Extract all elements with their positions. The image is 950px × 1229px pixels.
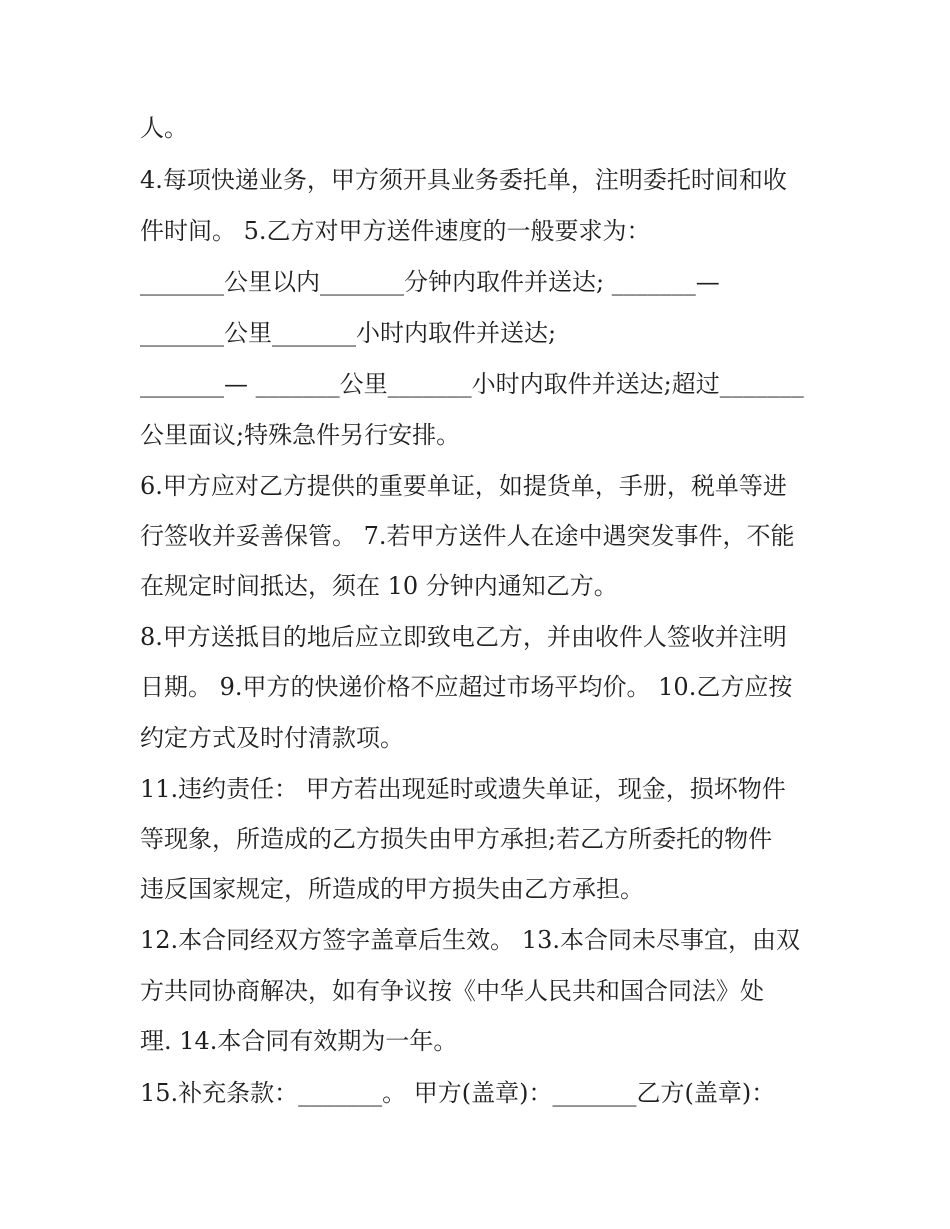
text-line: _______— _______公里_______小时内取件并送达;超过_______	[140, 370, 804, 398]
text-line: 约定方式及时付清款项。	[140, 724, 404, 752]
text-line: 12.本合同经双方签字盖章后生效。 13.本合同未尽事宜，由双	[140, 926, 800, 954]
text-line: 方共同协商解决，如有争议按《中华人民共和国合同法》处	[140, 977, 764, 1005]
text-line: 15.补充条款：_______。 甲方(盖章)：_______乙方(盖章)：	[140, 1079, 776, 1107]
text-line: 公里面议;特殊急件另行安排。	[140, 421, 461, 449]
text-line: 违反国家规定，所造成的甲方损失由乙方承担。	[140, 875, 644, 903]
text-line: 4.每项快递业务，甲方须开具业务委托单，注明委托时间和收	[140, 166, 787, 194]
text-line: _______公里以内_______分钟内取件并送达; _______—	[140, 268, 720, 296]
text-line: 理. 14.本合同有效期为一年。	[140, 1027, 458, 1055]
text-line: 人。	[140, 114, 188, 142]
text-line: 8.甲方送抵目的地后应立即致电乙方，并由收件人签收并注明	[140, 623, 787, 651]
text-line: 行签收并妥善保管。 7.若甲方送件人在途中遇突发事件，不能	[140, 522, 795, 550]
text-line: 日期。 9.甲方的快递价格不应超过市场平均价。 10.乙方应按	[140, 673, 793, 701]
text-line: 等现象，所造成的乙方损失由甲方承担;若乙方所委托的物件	[140, 825, 773, 853]
text-line: 在规定时间抵达，须在 10 分钟内通知乙方。	[140, 572, 618, 600]
text-line: _______公里_______小时内取件并送达;	[140, 319, 557, 347]
text-line: 11.违约责任： 甲方若出现延时或遗失单证，现金，损坏物件	[140, 775, 786, 803]
text-line: 6.甲方应对乙方提供的重要单证，如提货单，手册，税单等进	[140, 472, 787, 500]
text-line: 件时间。 5.乙方对甲方送件速度的一般要求为：	[140, 217, 651, 245]
